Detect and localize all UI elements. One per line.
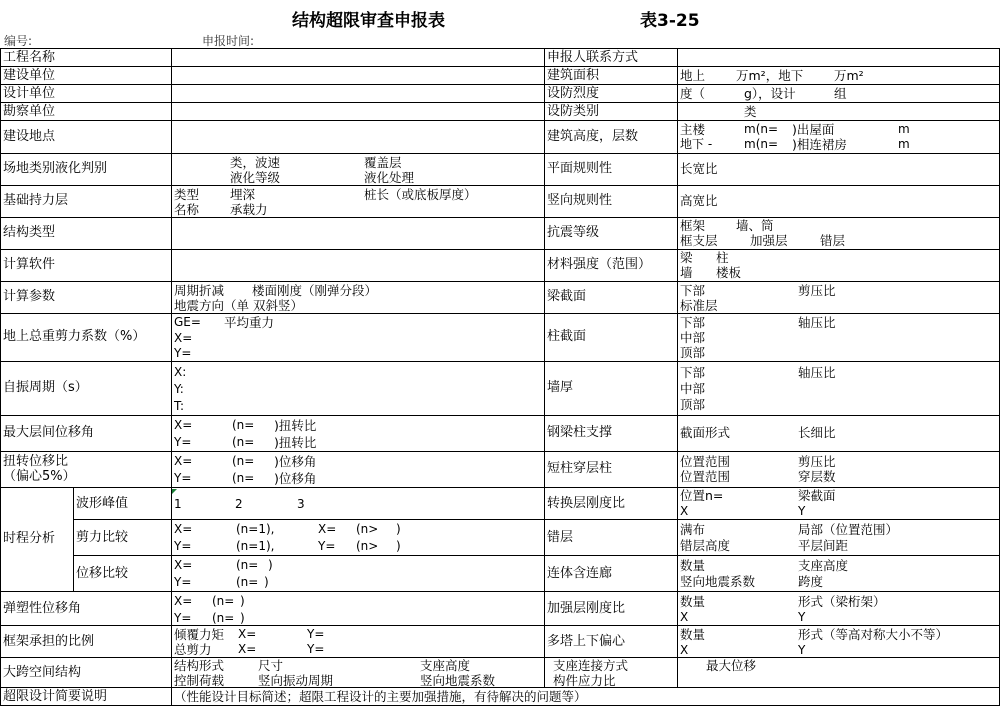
staggered-full: 满布 <box>680 522 706 537</box>
number-label: 编号: <box>4 34 33 48</box>
transfer-beam-section: 梁截面 <box>798 488 836 503</box>
label-torsion-ecc: （偏心5%） <box>3 469 76 484</box>
shear-ratio-y: Y= <box>174 539 192 553</box>
vertical-aspect: 高宽比 <box>680 193 718 208</box>
area-below: 万m²，地下 <box>736 68 804 83</box>
height-roof: )出屋面 <box>792 122 835 137</box>
large-span-vertical-coef: 竖向地震系数 <box>420 673 496 688</box>
multi-tower-x: X <box>680 643 689 657</box>
torsion-y-n: (n= <box>232 471 255 485</box>
transfer-position: 位置n= <box>680 488 724 503</box>
area-above: 地上 <box>680 68 706 83</box>
plastic-y: Y= <box>174 611 192 625</box>
column-top: 顶部 <box>680 345 706 360</box>
grid-line <box>73 487 74 591</box>
label-struct-type: 结构类型 <box>3 225 56 240</box>
foundation-capacity: 承载力 <box>230 202 268 217</box>
shear-ratio-y-n1: (n=1), <box>236 539 275 553</box>
label-shear-ratio: 剪力比较 <box>76 530 129 545</box>
grid-line <box>0 217 1000 218</box>
label-strength-ratio: 加强层刚度比 <box>547 601 626 616</box>
connected-count: 数量 <box>680 558 706 573</box>
shear-ratio-y-close: ) <box>396 539 401 553</box>
label-wave-peak: 波形峰值 <box>76 496 129 511</box>
grid-line <box>0 249 1000 250</box>
label-contact: 申报人联系方式 <box>547 50 639 65</box>
staggered-spacing: 平层间距 <box>798 538 849 553</box>
disp-ratio-y-n: (n= <box>236 575 259 589</box>
site-wave-speed: 类，波速 <box>230 155 281 170</box>
plastic-x: X= <box>174 594 193 608</box>
label-drift: 最大层间位移角 <box>3 425 95 440</box>
intensity-design: g），设计 <box>744 86 796 101</box>
label-builder: 建设单位 <box>3 68 56 83</box>
frame-total-shear: 总剪力 <box>174 642 212 657</box>
grid-line <box>999 48 1000 706</box>
label-designer: 设计单位 <box>3 86 56 101</box>
connected-vertical-coef: 竖向地震系数 <box>680 574 756 589</box>
summary-text: （性能设计目标简述；超限工程设计的主要加强措施，有待解决的问题等） <box>174 689 587 704</box>
intensity-degree: 度（ <box>680 86 706 101</box>
label-frame-ratio: 框架承担的比例 <box>3 634 95 649</box>
label-beam: 梁截面 <box>547 289 587 304</box>
plastic-x-close: ) <box>240 594 245 608</box>
label-disp-ratio: 位移比较 <box>76 566 129 581</box>
foundation-name: 名称 <box>174 202 200 217</box>
connected-support-height: 支座高度 <box>798 558 849 573</box>
large-span-max-displacement: 最大位移 <box>706 658 757 673</box>
frame-overturning-y: Y= <box>307 627 325 641</box>
submit-time-label: 申报时间: <box>202 34 255 48</box>
grade-frame: 框架 <box>680 218 706 233</box>
drift-x: X= <box>174 418 193 432</box>
grid-line <box>0 415 1000 416</box>
connected-span: 跨度 <box>798 574 824 589</box>
plastic-y-close: ) <box>240 611 245 625</box>
height-podium-unit: m <box>898 137 910 151</box>
period-y: Y: <box>174 382 184 396</box>
height-underground: 地下 - <box>680 137 713 151</box>
foundation-pile-length: 桩长（或底板厚度） <box>364 187 477 202</box>
wave-peak-2: 2 <box>235 497 243 511</box>
label-project-name: 工程名称 <box>3 50 56 65</box>
label-site: 场地类别液化判别 <box>3 161 108 176</box>
grid-line <box>0 281 1000 282</box>
label-survey: 勘察单位 <box>3 104 56 119</box>
label-transfer: 转换层刚度比 <box>547 496 626 511</box>
grid-line <box>0 120 1000 121</box>
drift-y-torsion: )扭转比 <box>274 435 317 450</box>
shear-x: X= <box>174 331 193 345</box>
strength-form: 形式（梁桁架） <box>798 594 886 609</box>
material-column: 柱 <box>716 250 729 265</box>
plan-aspect: 长宽比 <box>680 161 718 176</box>
plastic-y-n: (n= <box>212 611 235 625</box>
transfer-y: Y <box>798 504 806 518</box>
wave-peak-3: 3 <box>297 497 305 511</box>
label-software: 计算软件 <box>3 257 56 272</box>
foundation-depth: 埋深 <box>230 187 256 202</box>
frame-overturning-x: X= <box>238 627 257 641</box>
label-steel-col: 钢梁柱支撑 <box>547 425 613 440</box>
shear-ratio-x-n1: (n=1), <box>236 522 275 536</box>
area-unit: 万m² <box>834 68 864 83</box>
grid-line <box>0 487 1000 488</box>
shear-ratio-x: X= <box>174 522 193 536</box>
torsion-y: Y= <box>174 471 192 485</box>
wall-top: 顶部 <box>680 397 706 412</box>
strength-count: 数量 <box>680 594 706 609</box>
material-wall: 墙 <box>680 265 693 280</box>
grid-line <box>171 48 172 706</box>
wall-middle: 中部 <box>680 381 706 396</box>
drift-y-n: (n= <box>232 435 255 449</box>
label-shear-coef: 地上总重剪力系数（%） <box>3 329 146 344</box>
shear-avg-gravity: 平均重力 <box>224 315 275 330</box>
drift-x-n: (n= <box>232 418 255 432</box>
form-title-bar <box>0 6 1001 32</box>
torsion-x-n: (n= <box>232 454 255 468</box>
drift-x-torsion: )扭转比 <box>274 418 317 433</box>
label-location: 建设地点 <box>3 129 56 144</box>
height-main: 主楼 <box>680 122 706 137</box>
wave-peak-1: 1 <box>174 497 182 511</box>
shear-y: Y= <box>174 346 192 360</box>
form-title: 结构超限审查申报表 <box>292 11 445 31</box>
wall-lower: 下部 <box>680 365 706 380</box>
disp-ratio-y: Y= <box>174 575 192 589</box>
shear-ratio-x2: X= <box>318 522 337 536</box>
beam-standard: 标准层 <box>680 298 718 313</box>
category-class: 类 <box>744 104 757 119</box>
material-slab: 楼板 <box>716 265 742 280</box>
disp-ratio-x: X= <box>174 558 193 572</box>
form-code: 表3-25 <box>640 11 700 31</box>
label-connected: 连体含连廊 <box>547 566 613 581</box>
params-period-reduction: 周期折减 <box>174 283 225 298</box>
strength-y: Y <box>798 610 806 624</box>
label-summary: 超限设计简要说明 <box>3 689 108 704</box>
params-seismic-direction: 地震方向（单 双斜竖） <box>174 298 303 313</box>
staggered-height: 错层高度 <box>680 538 731 553</box>
period-x: X: <box>174 365 187 379</box>
short-col-range-2: 位置范围 <box>680 469 731 484</box>
grid-line <box>0 361 1000 362</box>
grade-wall: 墙、筒 <box>736 218 774 233</box>
multi-tower-y: Y <box>798 643 806 657</box>
grid-line <box>0 66 1000 67</box>
strength-x: X <box>680 610 689 624</box>
params-floor-stiffness: 楼面刚度（刚弹分段） <box>252 283 378 298</box>
height-podium: )相连裙房 <box>792 137 847 152</box>
short-col-range: 位置范围 <box>680 454 731 469</box>
grid-line <box>544 48 545 688</box>
large-span-support-connection: 支座连接方式 <box>553 658 629 673</box>
site-liquefaction-treatment: 液化处理 <box>364 170 415 185</box>
large-span-vertical-period: 竖向振动周期 <box>258 673 334 688</box>
wall-axial-ratio: 轴压比 <box>798 365 836 380</box>
label-short-col: 短柱穿层柱 <box>547 461 613 476</box>
cell-comment-marker <box>172 489 177 494</box>
steel-slenderness: 长细比 <box>798 425 836 440</box>
frame-overturning: 倾覆力矩 <box>174 627 225 642</box>
beam-shear-ratio: 剪压比 <box>798 283 836 298</box>
label-plan: 平面规则性 <box>547 161 613 176</box>
large-span-control-load: 控制荷载 <box>174 673 225 688</box>
staggered-local: 局部（位置范围） <box>798 522 899 537</box>
height-roof-unit: m <box>898 122 910 136</box>
large-span-form: 结构形式 <box>174 658 225 673</box>
shear-ratio-y2: Y= <box>318 539 336 553</box>
grid-line <box>0 153 1000 154</box>
label-intensity: 设防烈度 <box>547 86 600 101</box>
frame-total-shear-x: X= <box>238 642 257 656</box>
grid-line <box>0 625 1000 626</box>
disp-ratio-x-n: (n= <box>236 558 259 572</box>
label-wall: 墙厚 <box>547 380 574 395</box>
transfer-x: X <box>680 504 689 518</box>
material-beam: 梁 <box>680 250 693 265</box>
label-params: 计算参数 <box>3 289 56 304</box>
grid-line <box>0 102 1000 103</box>
large-span-support-height: 支座高度 <box>420 658 471 673</box>
label-period: 自振周期（s） <box>3 380 88 395</box>
grade-transfer: 框支层 <box>680 233 718 248</box>
grid-line <box>0 84 1000 85</box>
label-large-span: 大跨空间结构 <box>3 665 82 680</box>
grid-line <box>0 313 1000 314</box>
grid-line <box>0 48 1000 49</box>
large-span-size: 尺寸 <box>258 658 284 673</box>
label-timehist: 时程分析 <box>3 531 56 546</box>
multi-tower-form: 形式（等高对称大小不等） <box>798 627 949 642</box>
shear-ratio-y-ngt: (n> <box>356 539 379 553</box>
steel-section: 截面形式 <box>680 425 731 440</box>
shear-ratio-x-close: ) <box>396 522 401 536</box>
large-span-stress-ratio: 构件应力比 <box>553 673 616 688</box>
site-overburden: 覆盖层 <box>364 155 402 170</box>
grid-line <box>0 657 1000 658</box>
label-torsion: 扭转位移比 <box>3 454 69 469</box>
disp-ratio-x-close: ) <box>268 558 273 572</box>
grid-line <box>0 687 1000 688</box>
foundation-type: 类型 <box>174 187 200 202</box>
label-height: 建筑高度，层数 <box>547 129 639 144</box>
shear-ge: GE= <box>174 315 201 329</box>
grid-line <box>0 591 1000 592</box>
beam-lower: 下部 <box>680 283 706 298</box>
torsion-x-drift: )位移角 <box>274 454 317 469</box>
short-col-floors: 穿层数 <box>798 469 836 484</box>
grid-line <box>0 185 1000 186</box>
label-vertical: 竖向规则性 <box>547 193 613 208</box>
frame-total-shear-y: Y= <box>307 642 325 656</box>
form-meta <box>0 31 1001 48</box>
shear-ratio-x-ngt: (n> <box>356 522 379 536</box>
label-foundation: 基础持力层 <box>3 193 69 208</box>
column-axial-ratio: 轴压比 <box>798 315 836 330</box>
label-column: 柱截面 <box>547 329 587 344</box>
label-staggered: 错层 <box>547 530 574 545</box>
label-seismic-grade: 抗震等级 <box>547 225 600 240</box>
torsion-y-drift: )位移角 <box>274 471 317 486</box>
period-t: T: <box>174 399 185 413</box>
site-liquefaction-grade: 液化等级 <box>230 170 281 185</box>
column-lower: 下部 <box>680 315 706 330</box>
label-material: 材料强度（范围） <box>547 257 652 272</box>
grid-line <box>0 451 1000 452</box>
label-area: 建筑面积 <box>547 68 600 83</box>
intensity-group: 组 <box>834 86 847 101</box>
grade-staggered: 错层 <box>820 233 846 248</box>
grid-line <box>73 555 1000 556</box>
short-col-shear: 剪压比 <box>798 454 836 469</box>
column-middle: 中部 <box>680 330 706 345</box>
torsion-x: X= <box>174 454 193 468</box>
height-main-n: m(n= <box>744 122 779 136</box>
label-category: 设防类别 <box>547 104 600 119</box>
drift-y: Y= <box>174 435 192 449</box>
grid-line <box>677 48 678 688</box>
label-plastic: 弹塑性位移角 <box>3 601 82 616</box>
height-underground-n: m(n= <box>744 137 779 151</box>
grade-strengthen: 加强层 <box>750 233 788 248</box>
grid-line <box>73 519 1000 520</box>
label-multi-tower: 多塔上下偏心 <box>547 634 626 649</box>
grid-line <box>0 705 1000 706</box>
multi-tower-count: 数量 <box>680 627 706 642</box>
grid-line <box>0 48 1 706</box>
plastic-x-n: (n= <box>212 594 235 608</box>
disp-ratio-y-close: ) <box>264 575 269 589</box>
